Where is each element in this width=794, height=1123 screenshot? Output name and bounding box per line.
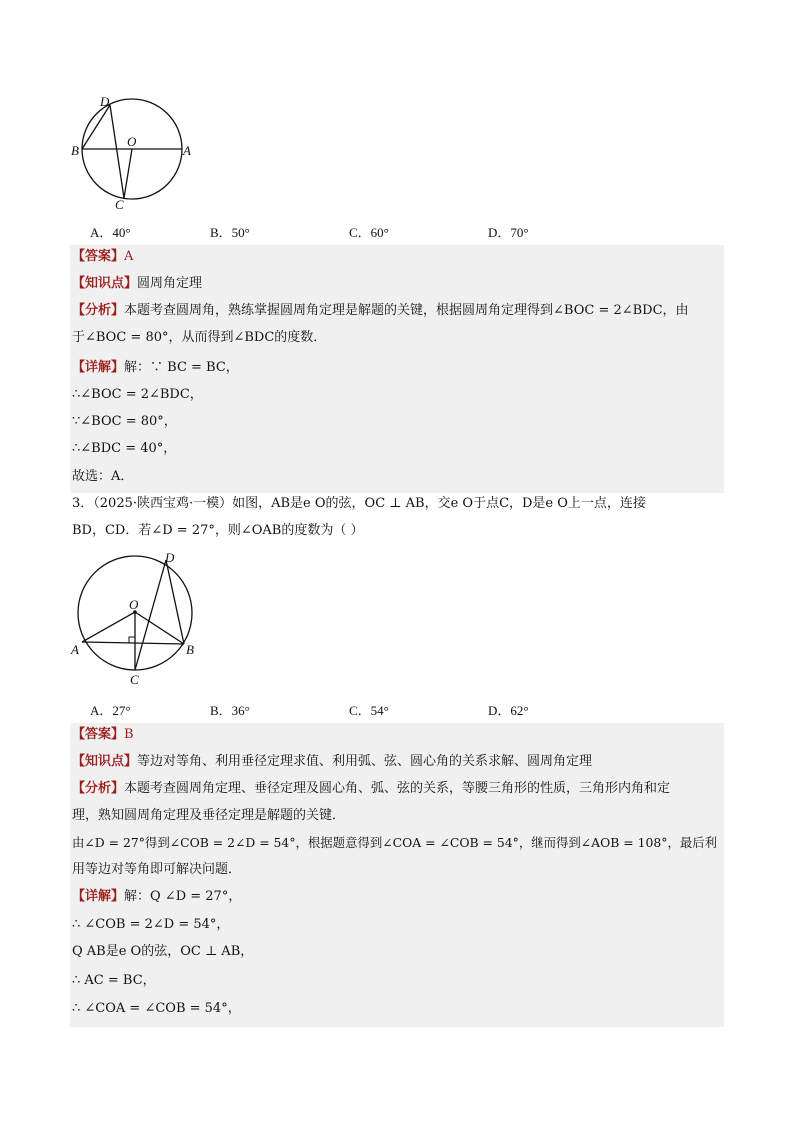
answer-tag: 【答案】 bbox=[72, 727, 125, 742]
kp-tag: 【知识点】 bbox=[72, 276, 138, 291]
q3-analysis-line-4: 用等边对等角即可解决问题． bbox=[72, 862, 242, 877]
q3-analysis-line-1 bbox=[72, 781, 670, 797]
q3-answer-line bbox=[72, 727, 134, 743]
circle-figure-2 bbox=[68, 546, 208, 691]
label-c: C bbox=[130, 672, 139, 687]
q3-detail-line-5: ∴ ∠COA = ∠COB = 54°， bbox=[72, 1001, 241, 1016]
q2-choice-a[interactable]: A．40° bbox=[90, 225, 131, 240]
q2-detail-line-2: ∴∠BOC = 2∠BDC， bbox=[72, 387, 203, 402]
q2-analysis-line-1 bbox=[72, 303, 689, 319]
q3-detail-line-3: Q AB是e O的弦，OC ⊥ AB， bbox=[72, 944, 254, 959]
q2-choice-c[interactable]: C．60° bbox=[349, 225, 389, 240]
q3-stem-line-2: BD，CD．若∠D = 27°，则∠OAB的度数为（ ） bbox=[72, 523, 364, 538]
answer-value: B bbox=[124, 727, 134, 742]
detail-text-1: 解：Q ∠D = 27°， bbox=[124, 889, 242, 904]
answer-value: A bbox=[124, 249, 134, 264]
label-b: B bbox=[186, 642, 194, 657]
q2-detail-line-1 bbox=[72, 360, 239, 376]
q3-choice-b[interactable]: B．36° bbox=[210, 703, 250, 718]
label-b: B bbox=[71, 143, 79, 158]
q2-choice-d[interactable]: D．70° bbox=[488, 225, 529, 240]
kp-text: 圆周角定理 bbox=[137, 276, 203, 291]
q2-answer-line bbox=[72, 249, 133, 265]
q2-detail-line-3: ∵∠BOC = 80°， bbox=[72, 414, 177, 429]
kp-tag: 【知识点】 bbox=[72, 754, 138, 769]
label-d: D bbox=[100, 94, 110, 109]
kp-text: 等边对等角、利用垂径定理求值、利用弧、弦、圆心角的关系求解、圆周角定理 bbox=[137, 754, 593, 769]
label-o: O bbox=[127, 134, 137, 149]
analysis-text-1: 本题考查圆周角，熟练掌握圆周角定理是解题的关键，根据圆周角定理得到∠BOC = 2∠BDC，由 bbox=[124, 303, 689, 318]
detail-tag: 【详解】 bbox=[72, 889, 125, 904]
q2-kp-line bbox=[72, 276, 202, 292]
q3-detail-line-4: ∴ AC = BC， bbox=[72, 973, 156, 988]
detail-tag: 【详解】 bbox=[72, 360, 125, 375]
q3-choice-a[interactable]: A．27° bbox=[90, 703, 131, 718]
q2-detail-line-5: 故选：A． bbox=[72, 469, 134, 484]
detail-text-1: 解：∵ BC = BC， bbox=[124, 360, 239, 375]
label-a: A bbox=[183, 143, 191, 158]
analysis-tag: 【分析】 bbox=[72, 781, 125, 796]
q3-detail-line-1 bbox=[72, 889, 241, 905]
q3-choice-d[interactable]: D．62° bbox=[488, 703, 529, 718]
label-c: C bbox=[115, 197, 124, 212]
circle-figure-1 bbox=[70, 92, 200, 214]
answer-tag: 【答案】 bbox=[72, 249, 125, 264]
q2-analysis-line-2: 于∠BOC = 80°，从而得到∠BDC的度数． bbox=[72, 330, 327, 345]
q3-analysis-line-3: 由∠D = 27°得到∠COB = 2∠D = 54°，根据题意得到∠COA = ∠COB = 54°，继而得到∠AOB = 108°，最后利 bbox=[72, 835, 718, 850]
analysis-tag: 【分析】 bbox=[72, 303, 125, 318]
q2-detail-line-4: ∴∠BDC = 40°， bbox=[72, 441, 177, 456]
label-o: O bbox=[129, 597, 139, 612]
q3-detail-line-2: ∴ ∠COB = 2∠D = 54°， bbox=[72, 917, 230, 932]
analysis-text-1: 本题考查圆周角定理、垂径定理及圆心角、弧、弦的关系，等腰三角形的性质，三角形内角和定 bbox=[124, 781, 671, 796]
q3-kp-line bbox=[72, 754, 592, 770]
q2-choice-b[interactable]: B．50° bbox=[210, 225, 250, 240]
q3-stem-line-1: 3．（2025·陕西宝鸡·一模）如图，AB是e O的弦，OC ⊥ AB，交e O于点C，D是e O上一点，连接 bbox=[72, 496, 646, 511]
label-a: A bbox=[71, 642, 79, 657]
q3-analysis-line-2: 理，熟知圆周角定理及垂径定理是解题的关键． bbox=[72, 808, 346, 823]
label-d: D bbox=[165, 550, 175, 565]
q3-choice-c[interactable]: C．54° bbox=[349, 703, 389, 718]
